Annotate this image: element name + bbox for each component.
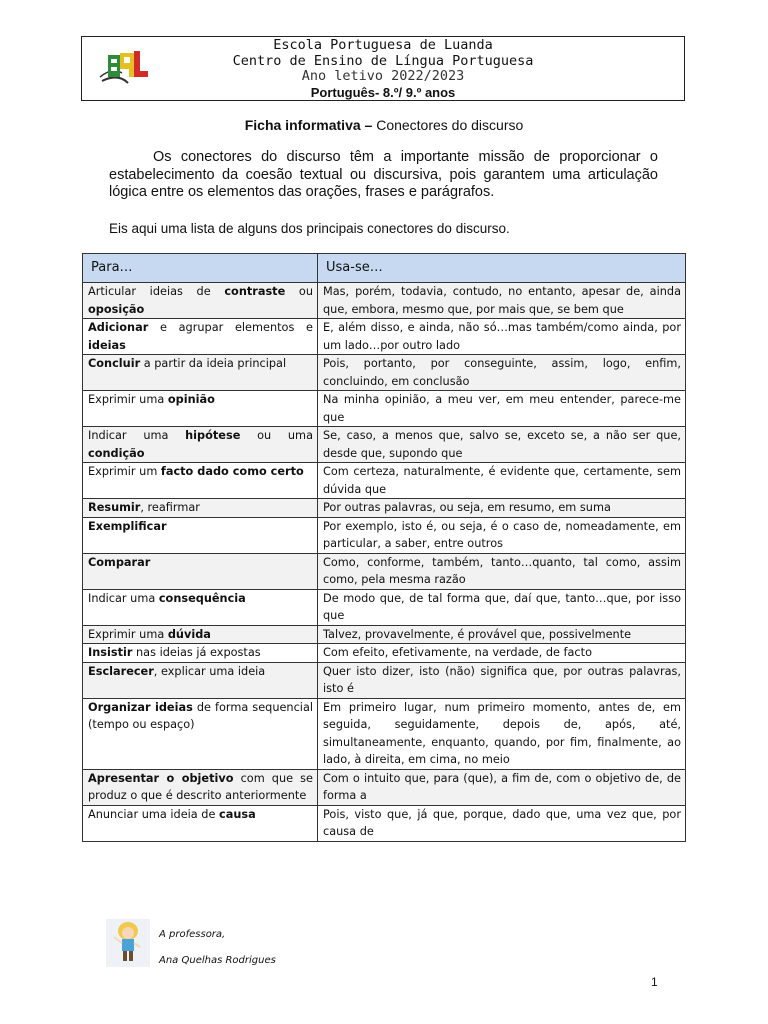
- para-cell: [83, 589, 318, 625]
- table-row: [83, 553, 686, 589]
- para-keyword: Organizar ideias: [88, 700, 193, 714]
- usa-cell: Talvez, provavelmente, é provável que, possivelmente: [318, 625, 686, 644]
- table-row: [83, 391, 686, 427]
- para-text: Exprimir uma: [88, 627, 168, 641]
- usa-cell: Quer isto dizer, isto (não) significa que, por outras palavras, isto é: [318, 662, 686, 698]
- para-keyword: ideias: [88, 338, 126, 352]
- para-text: , reafirmar: [140, 501, 200, 514]
- table-row: [83, 589, 686, 625]
- table-row: [83, 517, 686, 553]
- usa-cell: Em primeiro lugar, num primeiro momento, antes de, em seguida, seguidamente, depois de, após, até, simultaneamente, enquanto, quando, por fim, finalmente, ao lado, à direita, em cima, no meio: [318, 698, 686, 769]
- table-row: [83, 319, 686, 355]
- table-row: [83, 769, 686, 805]
- table-row: [83, 625, 686, 644]
- table-row: [83, 499, 686, 518]
- para-text: , explicar uma ideia: [153, 664, 266, 678]
- title-bold: Ficha informativa –: [244, 117, 373, 133]
- table-row: [83, 805, 686, 841]
- para-cell: [83, 769, 318, 805]
- para-keyword: dúvida: [167, 627, 211, 641]
- para-text: Anunciar uma ideia de: [88, 807, 220, 821]
- signature-label: A professora,: [159, 929, 226, 940]
- para-cell: [83, 644, 318, 663]
- table-row: [83, 427, 686, 463]
- page-number: 1: [651, 975, 658, 989]
- para-text: e agrupar elementos e: [148, 321, 313, 334]
- para-keyword: Comparar: [88, 555, 151, 569]
- para-keyword: consequência: [158, 591, 246, 605]
- para-keyword: Concluir: [88, 357, 141, 370]
- para-keyword: contraste: [224, 285, 286, 298]
- para-keyword: Insistir: [88, 646, 133, 659]
- para-cell: [83, 355, 318, 391]
- intro-paragraph: Os conectores do discurso têm a importante missão de proporcionar o estabelecimento da coesão textual ou discursiva, pois garantem uma articulação lógica entre os elementos das orações, frases e parágrafos.: [109, 149, 658, 200]
- header-usa: Usa-se…: [318, 254, 686, 283]
- para-keyword: Exemplificar: [88, 519, 167, 533]
- para-cell: [83, 319, 318, 355]
- para-keyword: opinião: [167, 393, 215, 406]
- table-row: [83, 355, 686, 391]
- table-header-row: [83, 254, 686, 283]
- usa-cell: Com efeito, efetivamente, na verdade, de facto: [318, 644, 686, 663]
- para-cell: [83, 499, 318, 518]
- table-row: [83, 283, 686, 319]
- title-rest: Conectores do discurso: [372, 117, 524, 133]
- para-keyword: facto dado como certo: [160, 465, 304, 478]
- para-keyword: Esclarecer: [88, 664, 154, 678]
- para-cell: [83, 625, 318, 644]
- connectors-table: [82, 253, 686, 842]
- usa-cell: Mas, porém, todavia, contudo, no entanto, apesar de, ainda que, embora, mesmo que, por mais que, se bem que: [318, 283, 686, 319]
- para-keyword: Resumir: [88, 501, 141, 514]
- para-keyword: condição: [88, 446, 145, 460]
- para-keyword: hipótese: [185, 429, 241, 442]
- para-text: ou uma: [240, 429, 313, 442]
- center-name: Centro de Ensino de Língua Portuguesa: [232, 52, 534, 69]
- para-text: Exprimir um: [88, 465, 161, 478]
- para-cell: [83, 391, 318, 427]
- usa-cell: De modo que, de tal forma que, daí que, tanto…que, por isso que: [318, 589, 686, 625]
- para-text: de forma sequencial (tempo ou espaço): [88, 700, 313, 731]
- para-cell: [83, 698, 318, 769]
- list-lead: Eis aqui uma lista de alguns dos principais conectores do discurso.: [109, 221, 510, 236]
- teacher-name: Ana Quelhas Rodrigues: [159, 955, 276, 966]
- para-cell: [83, 283, 318, 319]
- usa-cell: Na minha opinião, a meu ver, em meu entender, parece-me que: [318, 391, 686, 427]
- para-keyword: Apresentar o objetivo: [88, 771, 234, 785]
- usa-cell: Como, conforme, também, tanto…quanto, tal como, assim como, pela mesma razão: [318, 553, 686, 589]
- para-text: a partir da ideia principal: [140, 357, 287, 370]
- header-para: Para…: [83, 254, 318, 283]
- para-cell: [83, 427, 318, 463]
- usa-cell: Se, caso, a menos que, salvo se, exceto se, a não ser que, desde que, supondo que: [318, 427, 686, 463]
- para-cell: [83, 805, 318, 841]
- para-text: Articular ideias de: [88, 285, 225, 298]
- table-row: [83, 463, 686, 499]
- teacher-illustration-icon: [106, 919, 150, 967]
- para-keyword: oposição: [88, 302, 145, 316]
- header-box: [81, 36, 685, 101]
- para-keyword: Adicionar: [88, 321, 149, 334]
- para-text: nas ideias já expostas: [132, 646, 261, 659]
- para-text: com que se produz o que é descrito anteriormente: [88, 771, 313, 802]
- school-name: Escola Portuguesa de Luanda: [273, 37, 493, 53]
- usa-cell: Pois, portanto, por conseguinte, assim, logo, enfim, concluindo, em conclusão: [318, 355, 686, 391]
- table-body: [83, 283, 686, 842]
- para-cell: [83, 662, 318, 698]
- table-row: [83, 662, 686, 698]
- usa-cell: Pois, visto que, já que, porque, dado que, uma vez que, por causa de: [318, 805, 686, 841]
- table-row: [83, 698, 686, 769]
- para-text: ou: [285, 285, 313, 298]
- para-text: Exprimir uma: [88, 393, 168, 406]
- usa-cell: Por outras palavras, ou seja, em resumo, em suma: [318, 499, 686, 518]
- usa-cell: Com o intuito que, para (que), a fim de, com o objetivo de, de forma a: [318, 769, 686, 805]
- school-year: Ano letivo 2022/2023: [301, 68, 465, 84]
- para-text: Indicar uma: [88, 429, 186, 442]
- table-row: [83, 644, 686, 663]
- para-keyword: causa: [219, 807, 256, 821]
- usa-cell: Por exemplo, isto é, ou seja, é o caso de, nomeadamente, em particular, a saber, entre outros: [318, 517, 686, 553]
- subject-line: Português- 8.º/ 9.º anos: [310, 84, 456, 100]
- para-cell: [83, 517, 318, 553]
- para-text: Indicar uma: [88, 591, 159, 605]
- usa-cell: Com certeza, naturalmente, é evidente que, certamente, sem dúvida que: [318, 463, 686, 499]
- page-title: [0, 117, 768, 133]
- para-cell: [83, 463, 318, 499]
- para-cell: [83, 553, 318, 589]
- usa-cell: E, além disso, e ainda, não só…mas também/como ainda, por um lado…por outro lado: [318, 319, 686, 355]
